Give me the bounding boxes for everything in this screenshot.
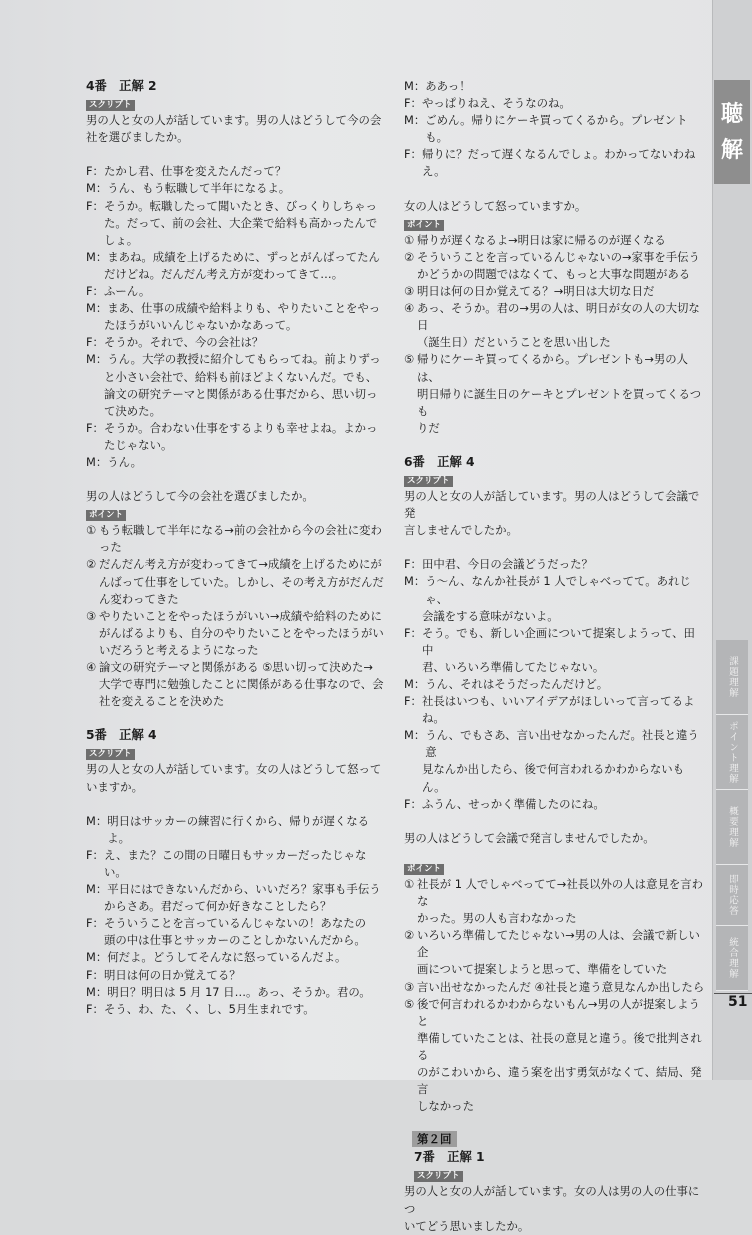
speaker-label: F： xyxy=(404,796,422,811)
dialogue-text: うん、もう転職して半年になるよ。 xyxy=(107,181,291,196)
dialogue-text: ふーん。 xyxy=(104,284,151,299)
speaker-label xyxy=(86,932,104,949)
question-5-intro: 男の人と女の人が話しています。女の人はどうして怒って いますか。 xyxy=(86,762,382,794)
point-text-line: いだろうと考えるようになった xyxy=(99,642,259,657)
speaker-label: F： xyxy=(86,1001,104,1016)
speaker-label: M： xyxy=(86,882,108,897)
point-text xyxy=(417,996,706,1116)
point-text-line: 準備していたことは、社長の意見と違う。後で批判される xyxy=(417,1030,702,1062)
dialogue-text: ふうん、せっかく準備したのにね。 xyxy=(422,796,605,811)
speaker-label xyxy=(404,710,422,727)
page-edge-line xyxy=(712,0,713,1080)
point-text xyxy=(417,927,706,978)
dialogue-text: たかし君、仕事を変えたんだって？ xyxy=(104,164,287,179)
speaker-label: M： xyxy=(86,950,108,965)
point-item xyxy=(404,249,706,283)
speaker-label: F： xyxy=(86,420,104,435)
point-item xyxy=(86,522,386,556)
dialogue-text: うん、それはそうだったんだけど。 xyxy=(425,677,609,691)
dialogue-line xyxy=(86,420,386,437)
dialogue-text: ああっ！ xyxy=(425,79,471,93)
question-7-intro: 男の人と女の人が話しています。女の人は男の人の仕事につ いてどう思いましたか。 xyxy=(404,1184,700,1233)
dialogue-text: 明日はサッカーの練習に行くから、帰りが遅くなるよ。 xyxy=(107,813,369,845)
speaker-label: F： xyxy=(86,164,104,179)
round-2-label: 第２回 xyxy=(412,1131,457,1147)
point-text-line: 帰りが遅くなるよ→明日は家に帰るのが遅くなる xyxy=(417,232,666,247)
dialogue-text: うん。 xyxy=(107,454,143,469)
dialogue-line xyxy=(86,984,386,1001)
dialogue-text: 頭の中は仕事とサッカーのことしかないんだから。 xyxy=(104,933,366,948)
side-tab-gaiyou: 概要理解 xyxy=(716,790,748,865)
point-text xyxy=(417,351,706,436)
point-text xyxy=(99,608,386,659)
speaker-label: M： xyxy=(86,181,108,196)
point-text-line: 論文の研究テーマと関係がある ⑤思い切って決めた→ xyxy=(99,660,373,674)
question-6-intro: 男の人と女の人が話しています。男の人はどうして会議で発 言しませんでしたか。 xyxy=(404,489,700,538)
speaker-label: M： xyxy=(404,79,426,93)
point-text xyxy=(417,249,706,283)
speaker-label: F： xyxy=(404,557,422,572)
dialogue-line xyxy=(404,556,706,573)
dialogue-text: だけどね。だんだん考え方が変わってきて…。 xyxy=(104,266,344,281)
dialogue-line xyxy=(404,796,706,813)
point-item xyxy=(86,608,386,659)
speaker-label xyxy=(86,266,104,283)
point-text-line: 画について提案しようと思って、準備をしていた xyxy=(417,962,668,977)
dialogue-text: しょ。 xyxy=(104,232,139,247)
point-item xyxy=(86,556,386,607)
question-4-dialogue xyxy=(86,163,386,471)
question-4-points xyxy=(86,522,386,710)
dialogue-line xyxy=(86,847,386,881)
point-text xyxy=(417,876,706,927)
speaker-label: F： xyxy=(86,198,104,213)
point-number: ③ xyxy=(404,284,415,299)
dialogue-line xyxy=(86,369,386,386)
dialogue-line xyxy=(86,949,386,966)
dialogue-text: 会議をする意味がないよ。 xyxy=(422,608,559,623)
speaker-label xyxy=(86,215,104,232)
dialogue-line xyxy=(86,898,386,915)
right-column xyxy=(404,78,706,1235)
dialogue-text: そうか。それで、今の会社は？ xyxy=(104,335,264,350)
point-item xyxy=(404,927,706,978)
point-item xyxy=(404,876,706,927)
point-item xyxy=(404,351,706,436)
dialogue-text: たじゃない。 xyxy=(104,437,173,452)
dialogue-text: そうか。合わない仕事をするよりも幸せよね。よかっ xyxy=(104,420,378,435)
speaker-label: F： xyxy=(404,694,422,709)
point-number: ⑤ xyxy=(404,996,415,1011)
point-text-line: かった。男の人も言わなかった xyxy=(417,911,577,926)
point-text-line: 明日は何の日か覚えてる？→明日は大切な日だ xyxy=(417,284,655,299)
script-label: スクリプト xyxy=(86,749,135,760)
point-text-line: かどうかの問題ではなくて、もっと大事な問題がある xyxy=(417,266,691,281)
dialogue-text: た。だって、前の会社、大企業で給料も高かったんで xyxy=(104,215,378,230)
point-text-line: 帰りにケーキ買ってくるから。プレゼントも→男の人は、 xyxy=(417,352,689,384)
dialogue-text: そう。でも、新しい企画について提案しようって、田中 xyxy=(422,625,695,657)
point-text-line: のがこわいから、違う案を出す勇気がなくて、結局、発言 xyxy=(417,1064,702,1097)
speaker-label: F： xyxy=(86,335,104,350)
point-number: ④ xyxy=(404,301,415,316)
dialogue-line xyxy=(86,300,386,317)
speaker-label xyxy=(86,437,104,454)
dialogue-text: まあ、仕事の成績や給料よりも、やりたいことをやっ xyxy=(107,301,381,316)
question-5-points xyxy=(404,232,706,437)
point-text-line: ん変わってきた xyxy=(99,591,179,606)
point-text-line: やりたいことをやったほうがいい→成績や給料のために xyxy=(99,608,382,623)
speaker-label xyxy=(86,232,104,249)
dialogue-text: 平日にはできないんだから、いいだろ？家事も手伝う xyxy=(107,882,381,897)
question-7-heading: 7番 正解 1 xyxy=(414,1150,485,1165)
dialogue-line xyxy=(404,573,706,607)
point-text-line: 社を変えることを決めた xyxy=(99,694,225,709)
point-text-line: そういうことを言っているんじゃないの→家事を手伝う xyxy=(417,249,700,264)
question-5-dialogue xyxy=(86,813,386,1018)
point-item xyxy=(404,300,706,351)
dialogue-line xyxy=(404,659,706,676)
dialogue-line xyxy=(404,112,706,146)
dialogue-line xyxy=(404,608,706,625)
dialogue-line xyxy=(404,693,706,710)
speaker-label: M： xyxy=(86,301,108,316)
point-number: ② xyxy=(404,928,415,943)
point-text-line: がんばるよりも、自分のやりたいことをやったほうがい xyxy=(99,625,384,640)
point-number: ④ xyxy=(86,660,97,674)
speaker-label: F： xyxy=(86,284,104,299)
dialogue-line xyxy=(86,334,386,351)
dialogue-text: え。 xyxy=(422,164,446,179)
point-text-line: 大学で専門に勉強したことに関係がある仕事なので、会 xyxy=(99,677,384,692)
speaker-label xyxy=(404,163,422,180)
dialogue-text: 明日は何の日か覚えてる？ xyxy=(104,967,241,982)
point-text xyxy=(417,979,706,996)
side-tab-sokuji: 即時応答 xyxy=(716,865,748,926)
point-number: ① xyxy=(404,232,415,247)
point-text xyxy=(99,522,386,556)
dialogue-line xyxy=(86,454,386,471)
question-5-dialogue-continued xyxy=(404,78,706,181)
dialogue-line xyxy=(86,266,386,283)
point-text-line: あっ、そうか。君の→男の人は、明日が女の人の大切な日 xyxy=(417,301,700,333)
section-title-tab: 聴 解 xyxy=(714,80,750,184)
point-label: ポイント xyxy=(86,510,126,521)
dialogue-line xyxy=(404,78,706,95)
speaker-label xyxy=(86,369,104,386)
dialogue-line xyxy=(86,813,386,847)
point-item xyxy=(404,283,706,300)
dialogue-line xyxy=(86,283,386,300)
dialogue-line xyxy=(86,881,386,898)
speaker-label: M： xyxy=(86,249,108,264)
dialogue-line xyxy=(404,761,706,795)
speaker-label: M： xyxy=(86,813,108,828)
dialogue-line xyxy=(404,710,706,727)
dialogue-text: 田中君、今日の会議どうだった？ xyxy=(422,557,593,572)
speaker-label: M： xyxy=(404,113,426,128)
speaker-label: M： xyxy=(86,454,108,469)
speaker-label xyxy=(86,317,104,334)
speaker-label xyxy=(86,898,104,915)
point-text-line: しなかった xyxy=(417,1099,474,1114)
dialogue-line xyxy=(86,932,386,949)
question-6-heading: 6番 正解 4 xyxy=(404,454,475,469)
question-4-intro: 男の人と女の人が話しています。男の人はどうして今の会 社を選びましたか。 xyxy=(86,113,382,145)
speaker-label: M： xyxy=(404,574,426,589)
dialogue-line xyxy=(404,676,706,693)
dialogue-line xyxy=(86,403,386,420)
dialogue-line xyxy=(86,1001,386,1018)
dialogue-line xyxy=(404,95,706,112)
point-text xyxy=(417,300,706,351)
page-number: 51 xyxy=(728,994,748,1010)
dialogue-text: え、また？この間の日曜日もサッカーだったじゃない。 xyxy=(104,847,367,879)
dialogue-text: て決めた。 xyxy=(104,403,161,418)
dialogue-line xyxy=(86,437,386,454)
speaker-label xyxy=(404,608,422,625)
speaker-label: M： xyxy=(404,677,426,691)
dialogue-line xyxy=(404,727,706,761)
left-column xyxy=(86,78,386,1018)
question-5-question: 女の人はどうして怒っていますか。 xyxy=(404,198,587,213)
dialogue-line xyxy=(86,198,386,215)
dialogue-line xyxy=(86,163,386,180)
speaker-label xyxy=(404,659,422,676)
dialogue-text: と小さい会社で、給料も前ほどよくないんだ。でも、 xyxy=(104,369,378,384)
speaker-label: F： xyxy=(86,847,104,862)
point-text-line: 明日帰りに誕生日のケーキとプレゼントを買ってくるつも xyxy=(417,386,702,418)
dialogue-text: やっぱりねえ、そうなのね。 xyxy=(422,96,571,111)
dialogue-line xyxy=(86,249,386,266)
dialogue-text: そう、わ、た、く、し、5月生まれです。 xyxy=(104,1001,315,1016)
dialogue-text: 君、いろいろ準備してたじゃない。 xyxy=(422,659,605,674)
side-tab-tougou: 統合理解 xyxy=(716,926,748,991)
speaker-label xyxy=(86,386,104,403)
point-text-line: んばって仕事をしていた。しかし、その考え方がだんだ xyxy=(99,574,384,589)
point-number: ① xyxy=(404,876,415,891)
point-text-line: いろいろ準備してたじゃない→男の人は、会議で新しい企 xyxy=(417,928,700,960)
speaker-label: F： xyxy=(404,96,422,111)
dialogue-line xyxy=(86,180,386,197)
speaker-label: M： xyxy=(86,984,108,999)
dialogue-text: う〜ん、なんか社長が 1 人でしゃべってて。あれじゃ、 xyxy=(425,574,691,606)
question-6-question: 男の人はどうして会議で発言しませんでしたか。 xyxy=(404,830,655,845)
speaker-label: M： xyxy=(86,352,108,367)
dialogue-text: ね。 xyxy=(422,711,445,726)
point-text xyxy=(99,556,386,607)
point-item xyxy=(404,996,706,1116)
side-tab-kadai: 課題理解 xyxy=(716,640,748,715)
dialogue-line xyxy=(86,386,386,403)
dialogue-text: 何だよ。どうしてそんなに怒っているんだよ。 xyxy=(107,950,347,965)
dialogue-line xyxy=(404,163,706,180)
dialogue-text: まあね。成績を上げるために、ずっとがんばってたん xyxy=(107,249,380,264)
dialogue-text: うん。大学の教授に紹介してもらってね。前よりずっ xyxy=(107,352,381,367)
speaker-label: F： xyxy=(86,916,104,931)
dialogue-text: そうか。転職したって聞いたとき、びっくりしちゃっ xyxy=(104,198,377,213)
dialogue-text: そういうことを言っているんじゃないの！あなたの xyxy=(104,916,366,931)
dialogue-line xyxy=(86,232,386,249)
point-text-line: （誕生日）だということを思い出した xyxy=(417,335,611,350)
dialogue-text: ごめん。帰りにケーキ買ってくるから。プレゼントも。 xyxy=(425,113,688,145)
dialogue-line xyxy=(86,215,386,232)
dialogue-line xyxy=(86,967,386,984)
speaker-label: F： xyxy=(404,147,422,162)
dialogue-text: 帰りに？だって遅くなるんでしょ。わかってないわね xyxy=(422,147,696,162)
dialogue-text: 明日？明日は 5 月 17 日…。あっ、そうか。君の。 xyxy=(107,984,371,999)
point-number: ① xyxy=(86,523,97,538)
point-item xyxy=(404,979,706,996)
point-number: ⑤ xyxy=(404,352,415,367)
point-number: ② xyxy=(86,557,97,572)
point-text-line: 後で何言われるかわからないもん→男の人が提案しようと xyxy=(417,996,700,1028)
dialogue-text: 社長はいつも、いいアイデアがほしいって言ってるよ xyxy=(422,694,695,709)
speaker-label xyxy=(86,403,104,420)
question-5-heading: 5番 正解 4 xyxy=(86,728,157,743)
question-6-dialogue xyxy=(404,556,706,812)
point-text-line: りだ xyxy=(417,420,440,435)
dialogue-line xyxy=(86,915,386,932)
question-4-heading: 4番 正解 2 xyxy=(86,79,157,93)
dialogue-text: たほうがいいんじゃないかなあって。 xyxy=(104,318,298,333)
dialogue-line xyxy=(86,351,386,368)
point-number: ③ xyxy=(404,979,415,994)
point-item xyxy=(404,232,706,249)
point-text xyxy=(417,232,706,249)
question-6-points xyxy=(404,876,706,1115)
dialogue-text: 見なんか出したら、後で何言われるかわからないもん。 xyxy=(422,762,684,794)
point-item xyxy=(86,659,386,710)
script-label: スクリプト xyxy=(86,100,135,111)
point-text-line: った xyxy=(99,540,122,555)
dialogue-text: からさあ。君だって何か好きなことしたら？ xyxy=(104,899,332,914)
dialogue-line xyxy=(86,317,386,334)
point-number: ③ xyxy=(86,608,97,623)
point-text-line: 言い出せなかったんだ ④社長と違う意見なんか出したら xyxy=(417,979,705,994)
side-tab-point: ポイント理解 xyxy=(716,715,748,790)
point-label: ポイント xyxy=(404,220,444,231)
point-text-line: だんだん考え方が変わってきて→成績を上げるためにが xyxy=(99,557,382,572)
speaker-label: M： xyxy=(404,728,426,743)
script-label: スクリプト xyxy=(404,476,453,487)
point-text-line: もう転職して半年になる→前の会社から今の会社に変わ xyxy=(99,523,382,538)
dialogue-text: 論文の研究テーマと関係がある仕事だから、思い切っ xyxy=(104,386,378,401)
dialogue-line xyxy=(404,146,706,163)
point-text xyxy=(99,659,386,710)
dialogue-text: うん、でもさあ、言い出せなかったんだ。社長と違う意 xyxy=(425,728,699,760)
point-number: ② xyxy=(404,249,415,264)
speaker-label: F： xyxy=(86,967,104,982)
point-text xyxy=(417,283,706,300)
point-text-line: 社長が 1 人でしゃべってて→社長以外の人は意見を言わな xyxy=(417,876,704,909)
speaker-label xyxy=(404,761,422,795)
script-label: スクリプト xyxy=(414,1171,463,1182)
question-4-question: 男の人はどうして今の会社を選びましたか。 xyxy=(86,489,314,504)
dialogue-line xyxy=(404,625,706,659)
speaker-label: F： xyxy=(404,625,422,640)
point-label: ポイント xyxy=(404,864,444,875)
